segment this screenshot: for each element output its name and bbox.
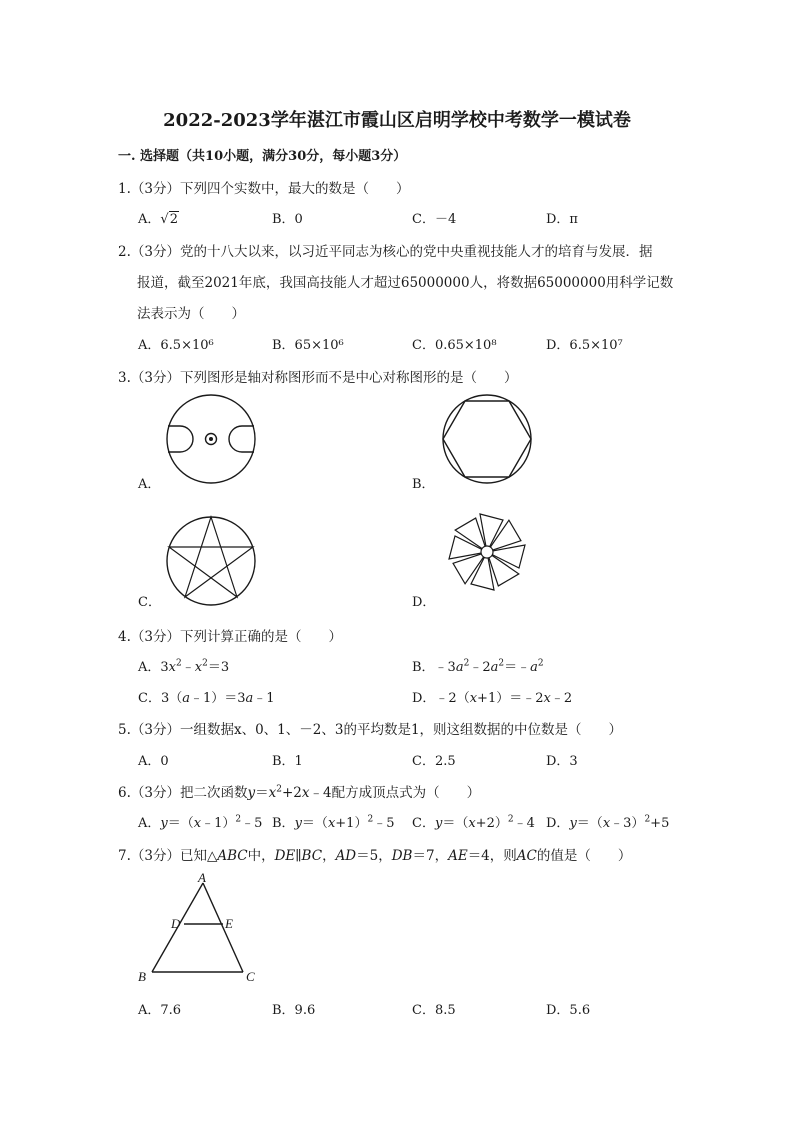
q5-option-d: D．3 bbox=[546, 754, 578, 769]
q4-option-b: B．$﹣3a^2﹣2a^2=﹣a^2$ bbox=[412, 658, 544, 675]
q7-option-d: D．5.6 bbox=[546, 1003, 591, 1018]
question-4-stem: 4.（3分）下列计算正确的是（ ） bbox=[118, 629, 342, 645]
q4-option-a: A．$3x^2﹣x^2=3$ bbox=[138, 658, 230, 675]
q5-option-c: C．2.5 bbox=[412, 754, 456, 769]
q5-option-a: A．0 bbox=[138, 754, 169, 769]
q1-option-c: C．－4 bbox=[412, 212, 457, 227]
q3-figure-a bbox=[160, 388, 262, 490]
question-2-stem-line-2: 报道，截至2021年底，我国高技能人才超过65000000人，将数据65000000用科学记数 bbox=[137, 275, 674, 291]
question-6-stem: 6.（3分）把二次函数$y=x^2+2x﹣4$配方成顶点式为（ ） bbox=[118, 784, 481, 801]
section-heading: 一. 选择题（共10小题，满分30分，每小题3分） bbox=[118, 149, 407, 164]
question-5-stem: 5.（3分）一组数据x、0、1、－2、3的平均数是1，则这组数据的中位数是（ ） bbox=[118, 722, 623, 738]
q3-option-d: D． bbox=[412, 595, 436, 610]
q6-option-a: A．y＝（x﹣1）$^2$﹣5 bbox=[138, 814, 263, 831]
q7-option-a: A．7.6 bbox=[138, 1003, 182, 1018]
vertex-label-e: E bbox=[225, 916, 233, 931]
q7-option-c: C．8.5 bbox=[412, 1003, 456, 1018]
q3-figure-c bbox=[160, 510, 262, 612]
q1-option-a: A．√2 bbox=[138, 212, 178, 227]
q6-option-d: D．y＝（x﹣3）$^2$+5 bbox=[546, 814, 670, 831]
q2-option-c: C．0.65×10⁸ bbox=[412, 338, 497, 353]
q1-option-b: B．0 bbox=[272, 212, 303, 227]
q2-option-b: B．65×10⁶ bbox=[272, 338, 344, 353]
q1-option-d: D．π bbox=[546, 212, 578, 227]
q3-figure-b bbox=[436, 388, 538, 490]
question-3-stem: 3.（3分）下列图形是轴对称图形而不是中心对称图形的是（ ） bbox=[118, 370, 518, 386]
vertex-label-b: B bbox=[138, 969, 146, 984]
q7-triangle-figure bbox=[132, 868, 272, 988]
page-title: 2022-2023学年湛江市霞山区启明学校中考数学一模试卷 bbox=[163, 110, 631, 131]
q3-figure-d bbox=[436, 506, 538, 608]
q3-option-c: C． bbox=[138, 595, 161, 610]
q4-option-c: C．3（a﹣1）＝3a﹣1 bbox=[138, 691, 275, 706]
q6-option-c: C．$y=(x+2)^2﹣4$ bbox=[412, 814, 535, 831]
q5-option-b: B．1 bbox=[272, 754, 303, 769]
q2-option-d: D．6.5×10⁷ bbox=[546, 338, 623, 353]
q3-option-b: B． bbox=[412, 477, 435, 492]
q7-option-b: B．9.6 bbox=[272, 1003, 316, 1018]
q6-option-b: B．$y=(x+1)^2﹣5$ bbox=[272, 814, 395, 831]
q2-option-a: A．6.5×10⁶ bbox=[138, 338, 214, 353]
vertex-label-c: C bbox=[246, 969, 255, 984]
q3-option-a: A． bbox=[138, 477, 161, 492]
question-1-stem: 1.（3分）下列四个实数中，最大的数是（ ） bbox=[118, 181, 410, 197]
question-2-stem-line-1: 2.（3分）党的十八大以来，以习近平同志为核心的党中央重视技能人才的培育与发展．据 bbox=[118, 244, 653, 260]
q4-option-d: D．﹣2（x+1）＝﹣2x﹣2 bbox=[412, 691, 573, 706]
vertex-label-a: A bbox=[198, 870, 206, 885]
question-7-stem: 7.（3分）已知△ABC中，DE∥BC，AD＝5，DB＝7，AE＝4，则AC的值是（ ） bbox=[118, 848, 632, 864]
question-2-stem-line-3: 法表示为（ ） bbox=[137, 306, 245, 322]
vertex-label-d: D bbox=[171, 916, 181, 931]
